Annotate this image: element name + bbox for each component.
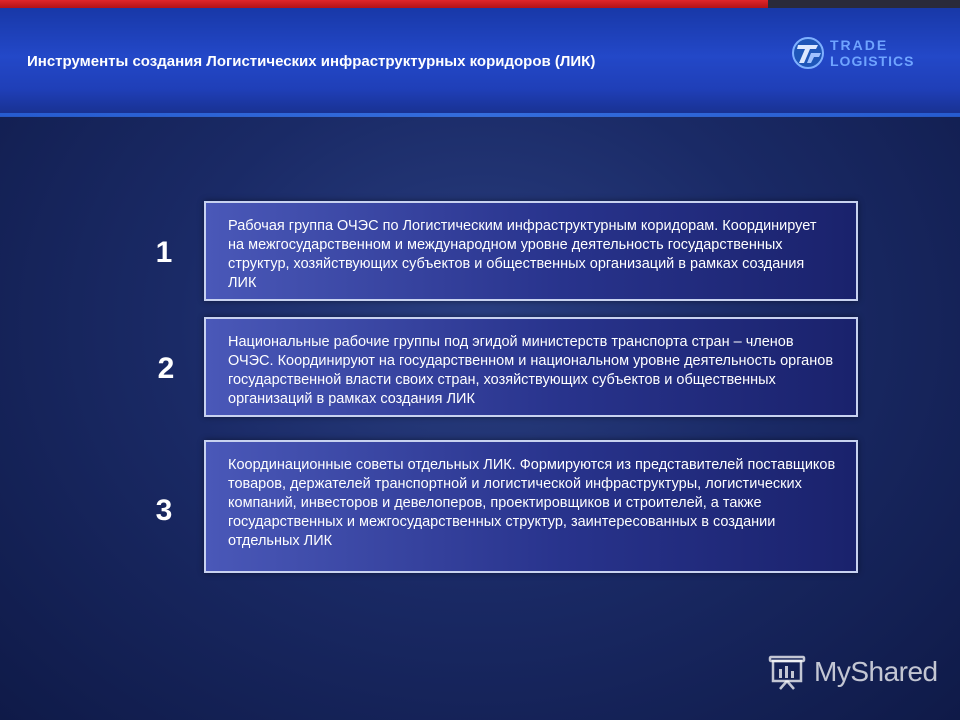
info-card — [204, 201, 858, 301]
presentation-icon — [768, 653, 806, 691]
watermark — [768, 652, 948, 692]
watermark-text: MyShared — [814, 656, 938, 687]
info-card-text: Координационные советы отдельных ЛИК. Формируются из представителей поставщиков товаров, держателей транспортной и логистической инфраструктуры, логистических компаний, инвесторов и девелоперов, проектировщиков и строителей, а также государственных и межгосударственных структур, заинтересованных в создании отдельных ЛИК — [228, 457, 836, 549]
item-number: 2 — [157, 352, 175, 385]
item-number: 1 — [155, 236, 173, 269]
trade-logistics-logo — [790, 34, 950, 72]
top-accent-bar — [0, 0, 768, 8]
info-card — [204, 440, 858, 573]
top-accent-bar-dark — [768, 0, 960, 8]
page-title: Инструменты создания Логистических инфраструктурных коридоров (ЛИК) — [27, 53, 596, 70]
info-card-text: Национальные рабочие группы под эгидой министерств транспорта стран – членов ОЧЭС. Координируют на государственном и национальном уровне деятельность органов государственной власти своих стран, хозяйствующих субъектов и общественных организаций в рамках создания ЛИК — [228, 334, 834, 407]
item-number: 3 — [155, 494, 173, 527]
logo-line1: TRADE — [830, 37, 889, 53]
logo-line2: LOGISTICS — [830, 53, 915, 69]
trade-logistics-logo-icon — [793, 38, 823, 68]
info-card-text: Рабочая группа ОЧЭС по Логистическим инфраструктурным коридорам. Координирует на межгосударственном и международном уровне деятельность государственных структур, хозяйствующих субъектов и общественных организаций в рамках создания ЛИК — [228, 218, 817, 291]
info-card — [204, 317, 858, 417]
header-divider — [0, 113, 960, 117]
